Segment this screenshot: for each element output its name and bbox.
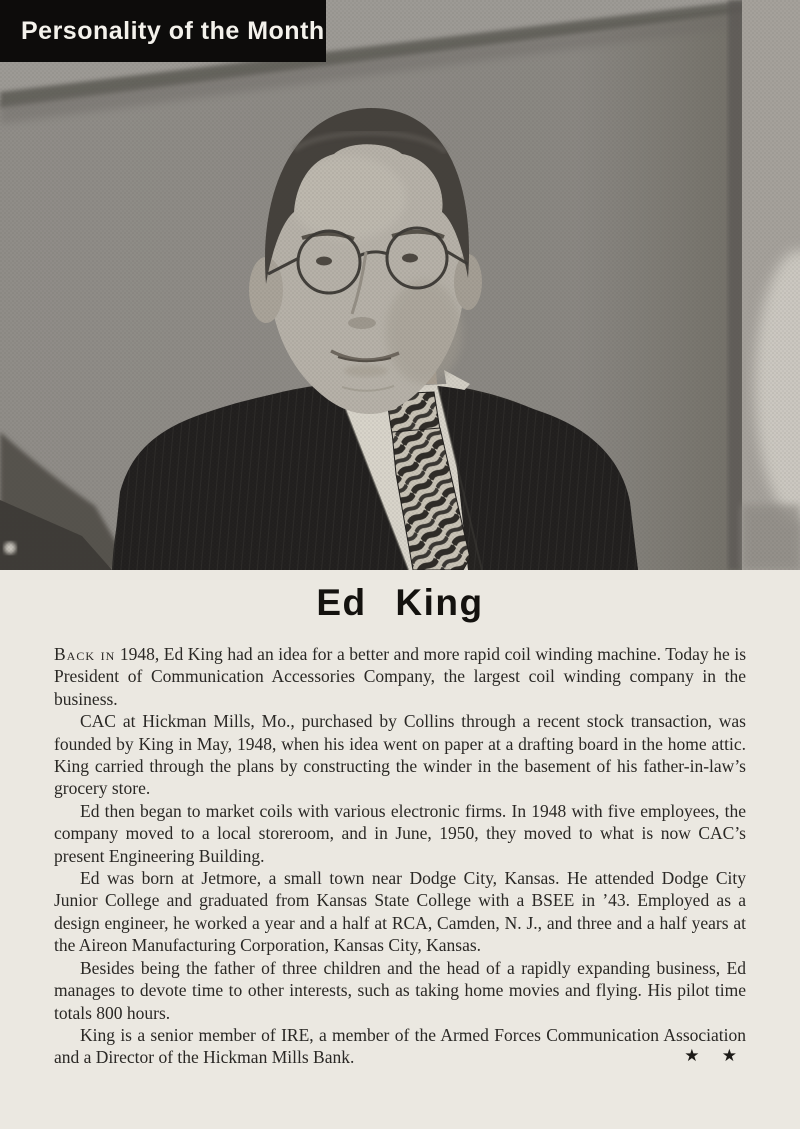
article-paragraph: Ed then began to market coils with various electronic firms. In 1948 with five employees, the company moved to a local storeroom, and in June, 1950, they moved to what is now CAC’s present Engineering Building. bbox=[54, 800, 746, 866]
article-paragraph bbox=[54, 1024, 746, 1069]
article-paragraph: CAC at Hickman Mills, Mo., purchased by Collins through a recent stock transaction, was founded by King in May, 1948, when his idea went on paper at a drafting board in the home attic. King carried through the plans by constructing the winder in the basement of his father-in-law’s grocery store. bbox=[54, 711, 746, 799]
article-body bbox=[54, 643, 746, 1069]
paragraph-text: 1948, Ed King had an idea for a better and more rapid coil winding machine. Today he is President of Communication Accessories Company, the largest coil winding company in the business. bbox=[54, 644, 747, 709]
article-title: Ed King bbox=[316, 582, 484, 623]
end-of-article-stars-icon: ★ ★ bbox=[684, 1046, 746, 1066]
section-banner bbox=[0, 0, 326, 62]
article-paragraph: Besides being the father of three children and the head of a rapidly expanding business, Ed manages to devote time to other interests, such as taking home movies and flying. His pilot time totals 800 hours. bbox=[54, 957, 746, 1023]
lead-in-smallcaps: Back in bbox=[54, 644, 116, 664]
article-paragraph: Ed was born at Jetmore, a small town near Dodge City, Kansas. He attended Dodge City Junior College and graduated from Kansas State College with a BSEE in ’43. Employed as a design engineer, he worked a year and a half at RCA, Camden, N. J., and three and a half years at the Aireon Manufacturing Corporation, Kansas City, Kansas. bbox=[54, 868, 746, 956]
section-banner-label: Personality of the Month bbox=[21, 16, 325, 45]
article-section bbox=[0, 570, 800, 1069]
article-paragraph bbox=[54, 643, 746, 710]
paragraph-text: King is a senior member of IRE, a member of the Armed Forces Communication Association and a Director of the Hickman Mills Bank. bbox=[54, 1024, 746, 1068]
